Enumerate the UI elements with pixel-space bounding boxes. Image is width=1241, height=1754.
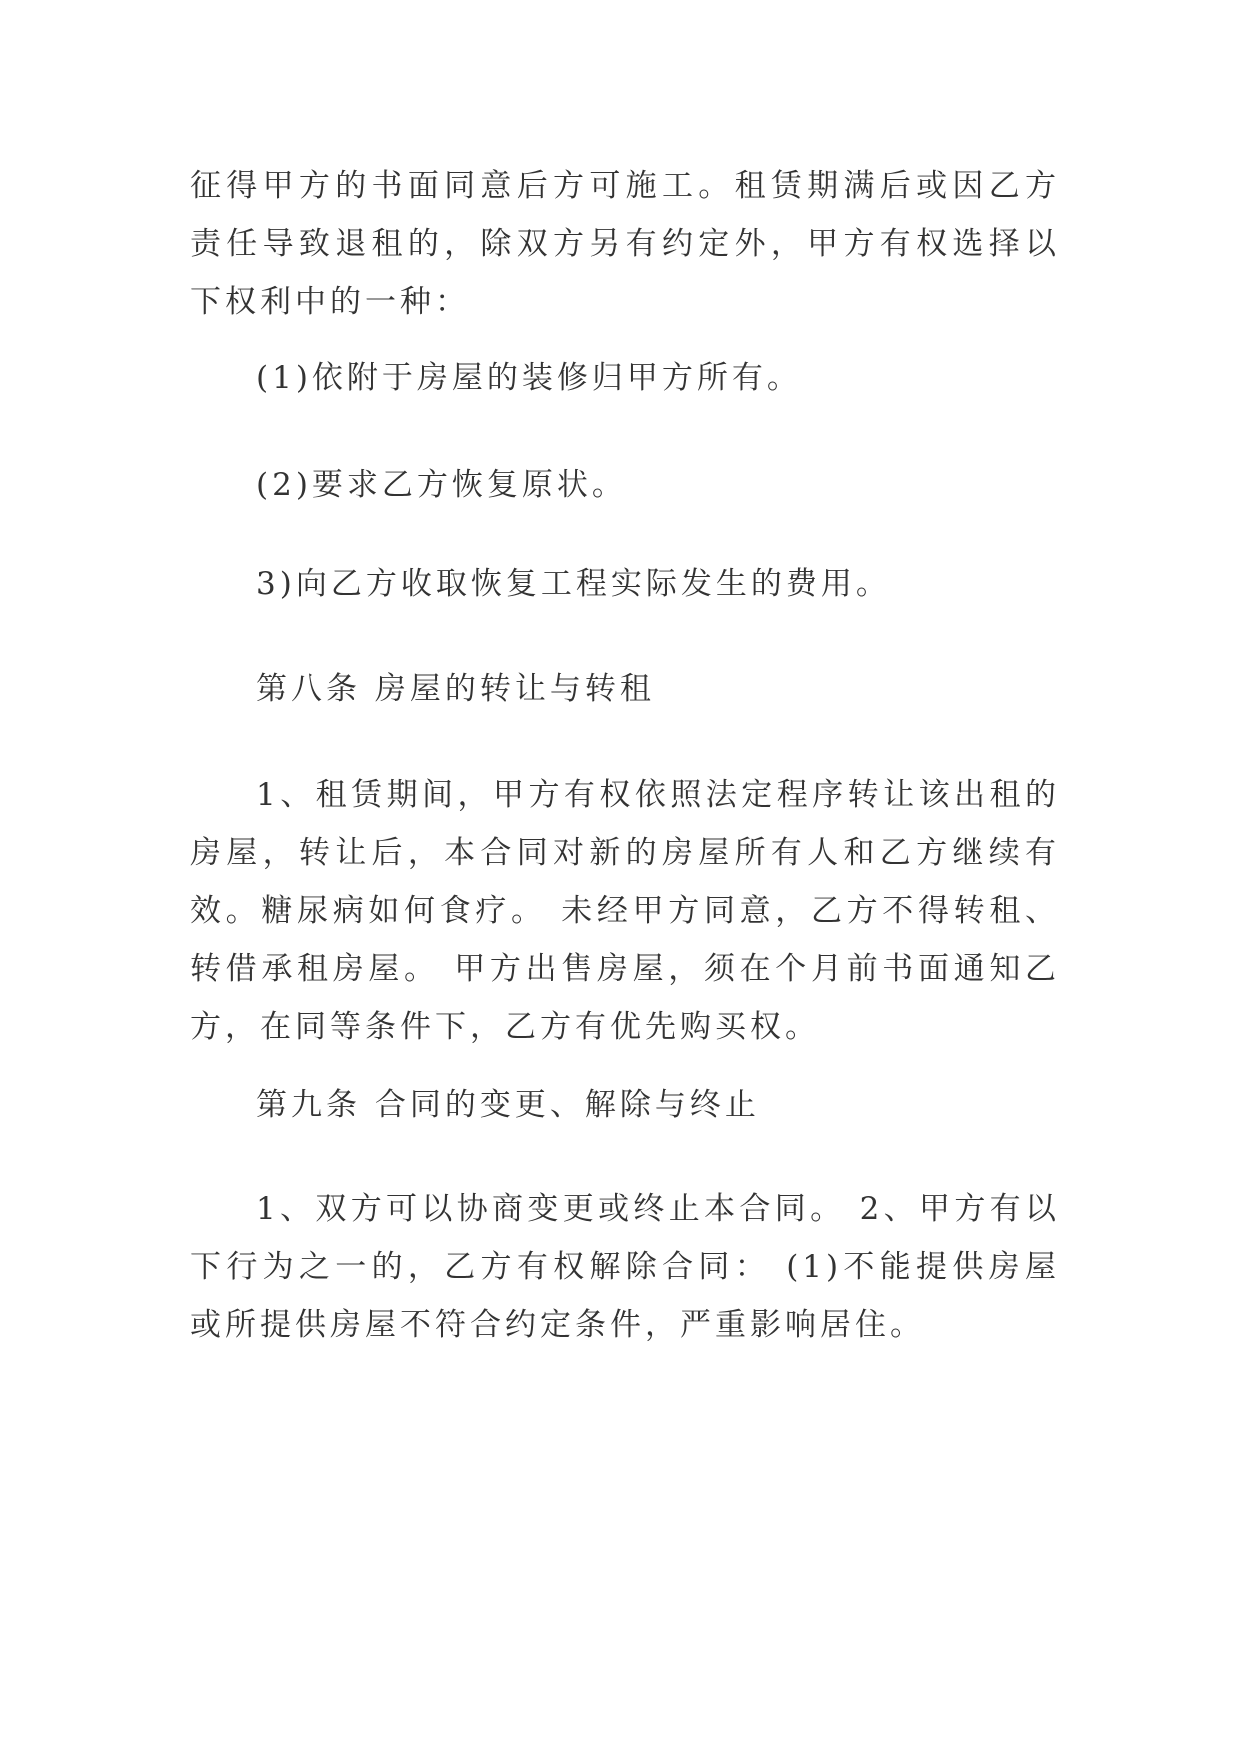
section-heading-article-9: 第九条 合同的变更、解除与终止 — [256, 1087, 760, 1123]
list-item-option-3: 3)向乙方收取恢复工程实际发生的费用。 — [256, 566, 891, 602]
section-heading-article-8: 第八条 房屋的转让与转租 — [256, 671, 655, 707]
paragraph-contract-change: 1、双方可以协商变更或终止本合同。 2、甲方有以下行为之一的，乙方有权解除合同： (1)不能提供房屋或所提供房屋不符合约定条件，严重影响居住。 — [190, 1191, 1060, 1343]
paragraph-transfer-sublease: 1、租赁期间，甲方有权依照法定程序转让该出租的房屋，转让后，本合同对新的房屋所有人和乙方继续有效。糖尿病如何食疗。 未经甲方同意，乙方不得转租、转借承租房屋。 甲方出售房屋，须在个月前书面通知乙方，在同等条件下，乙方有优先购买权。 — [190, 777, 1060, 1045]
paragraph-renovation-terms: 征得甲方的书面同意后方可施工。租赁期满后或因乙方责任导致退租的，除双方另有约定外，甲方有权选择以下权利中的一种： — [190, 168, 1060, 320]
list-item-option-1: (1)依附于房屋的装修归甲方所有。 — [256, 360, 802, 396]
list-item-option-2: (2)要求乙方恢复原状。 — [256, 467, 627, 503]
